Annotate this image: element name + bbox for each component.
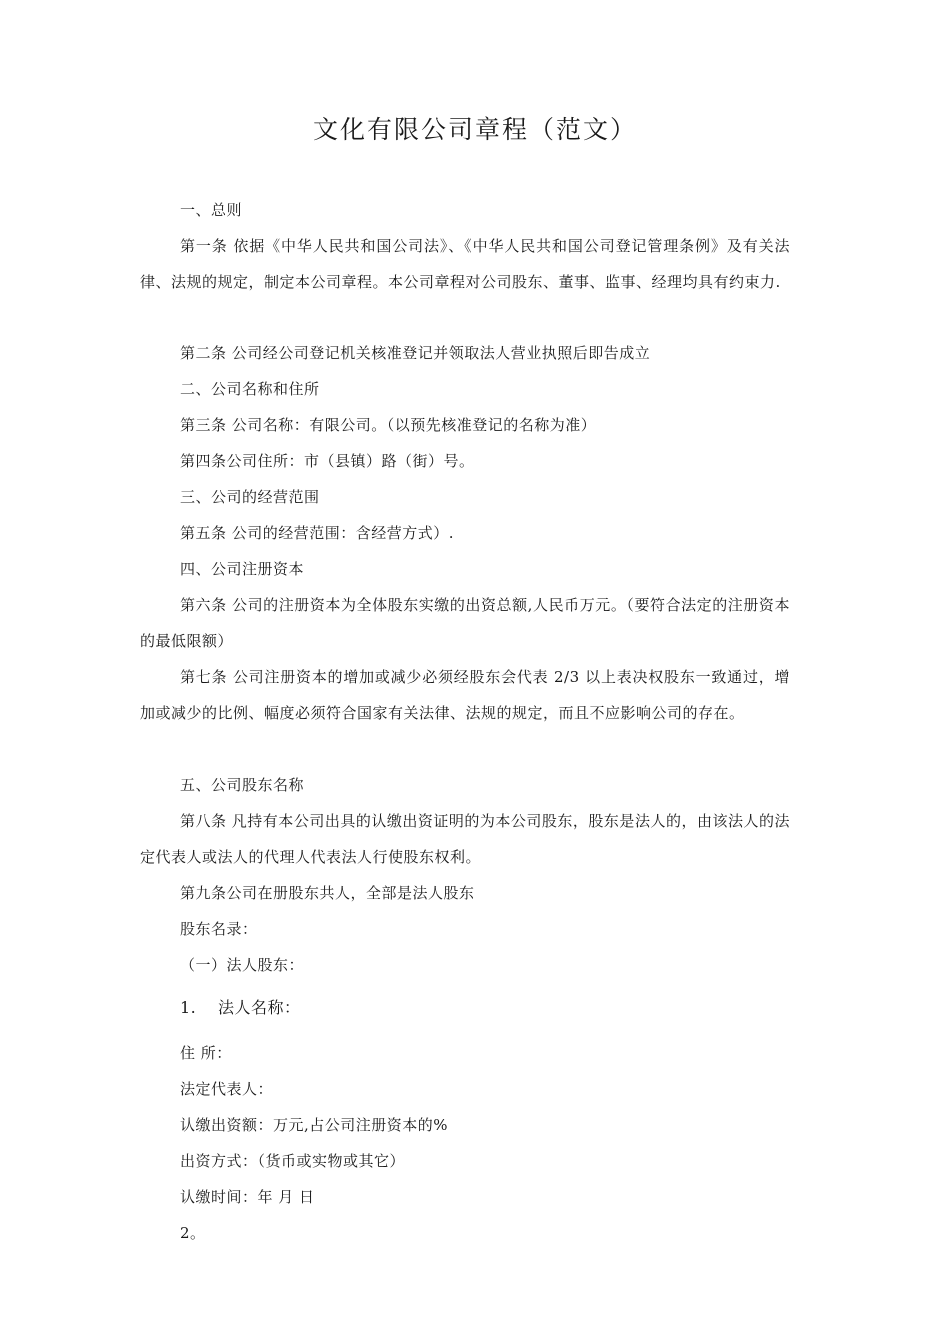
article-6: 第六条 公司的注册资本为全体股东实缴的出资总额,人民币万元。（要符合法定的注册资本的最低限额） bbox=[140, 596, 790, 650]
field-address: 住 所： bbox=[180, 1044, 232, 1062]
item-label: 法人名称： bbox=[218, 998, 301, 1017]
legal-person-shareholders-label: （一）法人股东： bbox=[180, 956, 305, 974]
section-heading-registered-capital: 四、公司注册资本 bbox=[180, 560, 305, 578]
field-subscribed-capital: 认缴出资额：万元,占公司注册资本的% bbox=[180, 1116, 449, 1134]
item-number: 1. bbox=[180, 998, 197, 1017]
field-contribution-method: 出资方式：（货币或实物或其它） bbox=[180, 1152, 406, 1170]
section-heading-shareholders: 五、公司股东名称 bbox=[180, 776, 305, 794]
shareholder-item-2: 2。 bbox=[180, 1224, 206, 1242]
article-7: 第七条 公司注册资本的增加或减少必须经股东会代表 2/3 以上表决权股东一致通过，增加或减少的比例、幅度必须符合国家有关法律、法规的规定，而且不应影响公司的存在。 bbox=[140, 668, 790, 722]
article-9: 第九条公司在册股东共人，全部是法人股东 bbox=[180, 884, 475, 902]
article-5: 第五条 公司的经营范围：含经营方式）. bbox=[180, 524, 455, 542]
section-heading-name-address: 二、公司名称和住所 bbox=[180, 380, 320, 398]
section-heading-business-scope: 三、公司的经营范围 bbox=[180, 488, 320, 506]
article-8: 第八条 凡持有本公司出具的认缴出资证明的为本公司股东，股东是法人的，由该法人的法定代表人或法人的代理人代表法人行使股东权利。 bbox=[140, 812, 790, 866]
shareholder-list-label: 股东名录： bbox=[180, 920, 258, 938]
section-heading-general: 一、总则 bbox=[180, 201, 243, 219]
article-3: 第三条 公司名称：有限公司。（以预先核准登记的名称为准） bbox=[180, 416, 597, 434]
article-4: 第四条公司住所：市（县镇）路（街）号。 bbox=[180, 452, 475, 470]
field-subscription-date: 认缴时间：年 月 日 bbox=[180, 1188, 315, 1206]
article-1: 第一条 依据《中华人民共和国公司法》、《中华人民共和国公司登记管理条例》及有关法律、法规的规定，制定本公司章程。本公司章程对公司股东、董事、监事、经理均具有约束力. bbox=[140, 237, 790, 291]
field-legal-representative: 法定代表人： bbox=[180, 1080, 274, 1098]
article-2: 第二条 公司经公司登记机关核准登记并领取法人营业执照后即告成立 bbox=[180, 344, 651, 362]
shareholder-item-1 bbox=[140, 990, 790, 1026]
page-title: 文化有限公司章程（范文） bbox=[312, 115, 637, 144]
